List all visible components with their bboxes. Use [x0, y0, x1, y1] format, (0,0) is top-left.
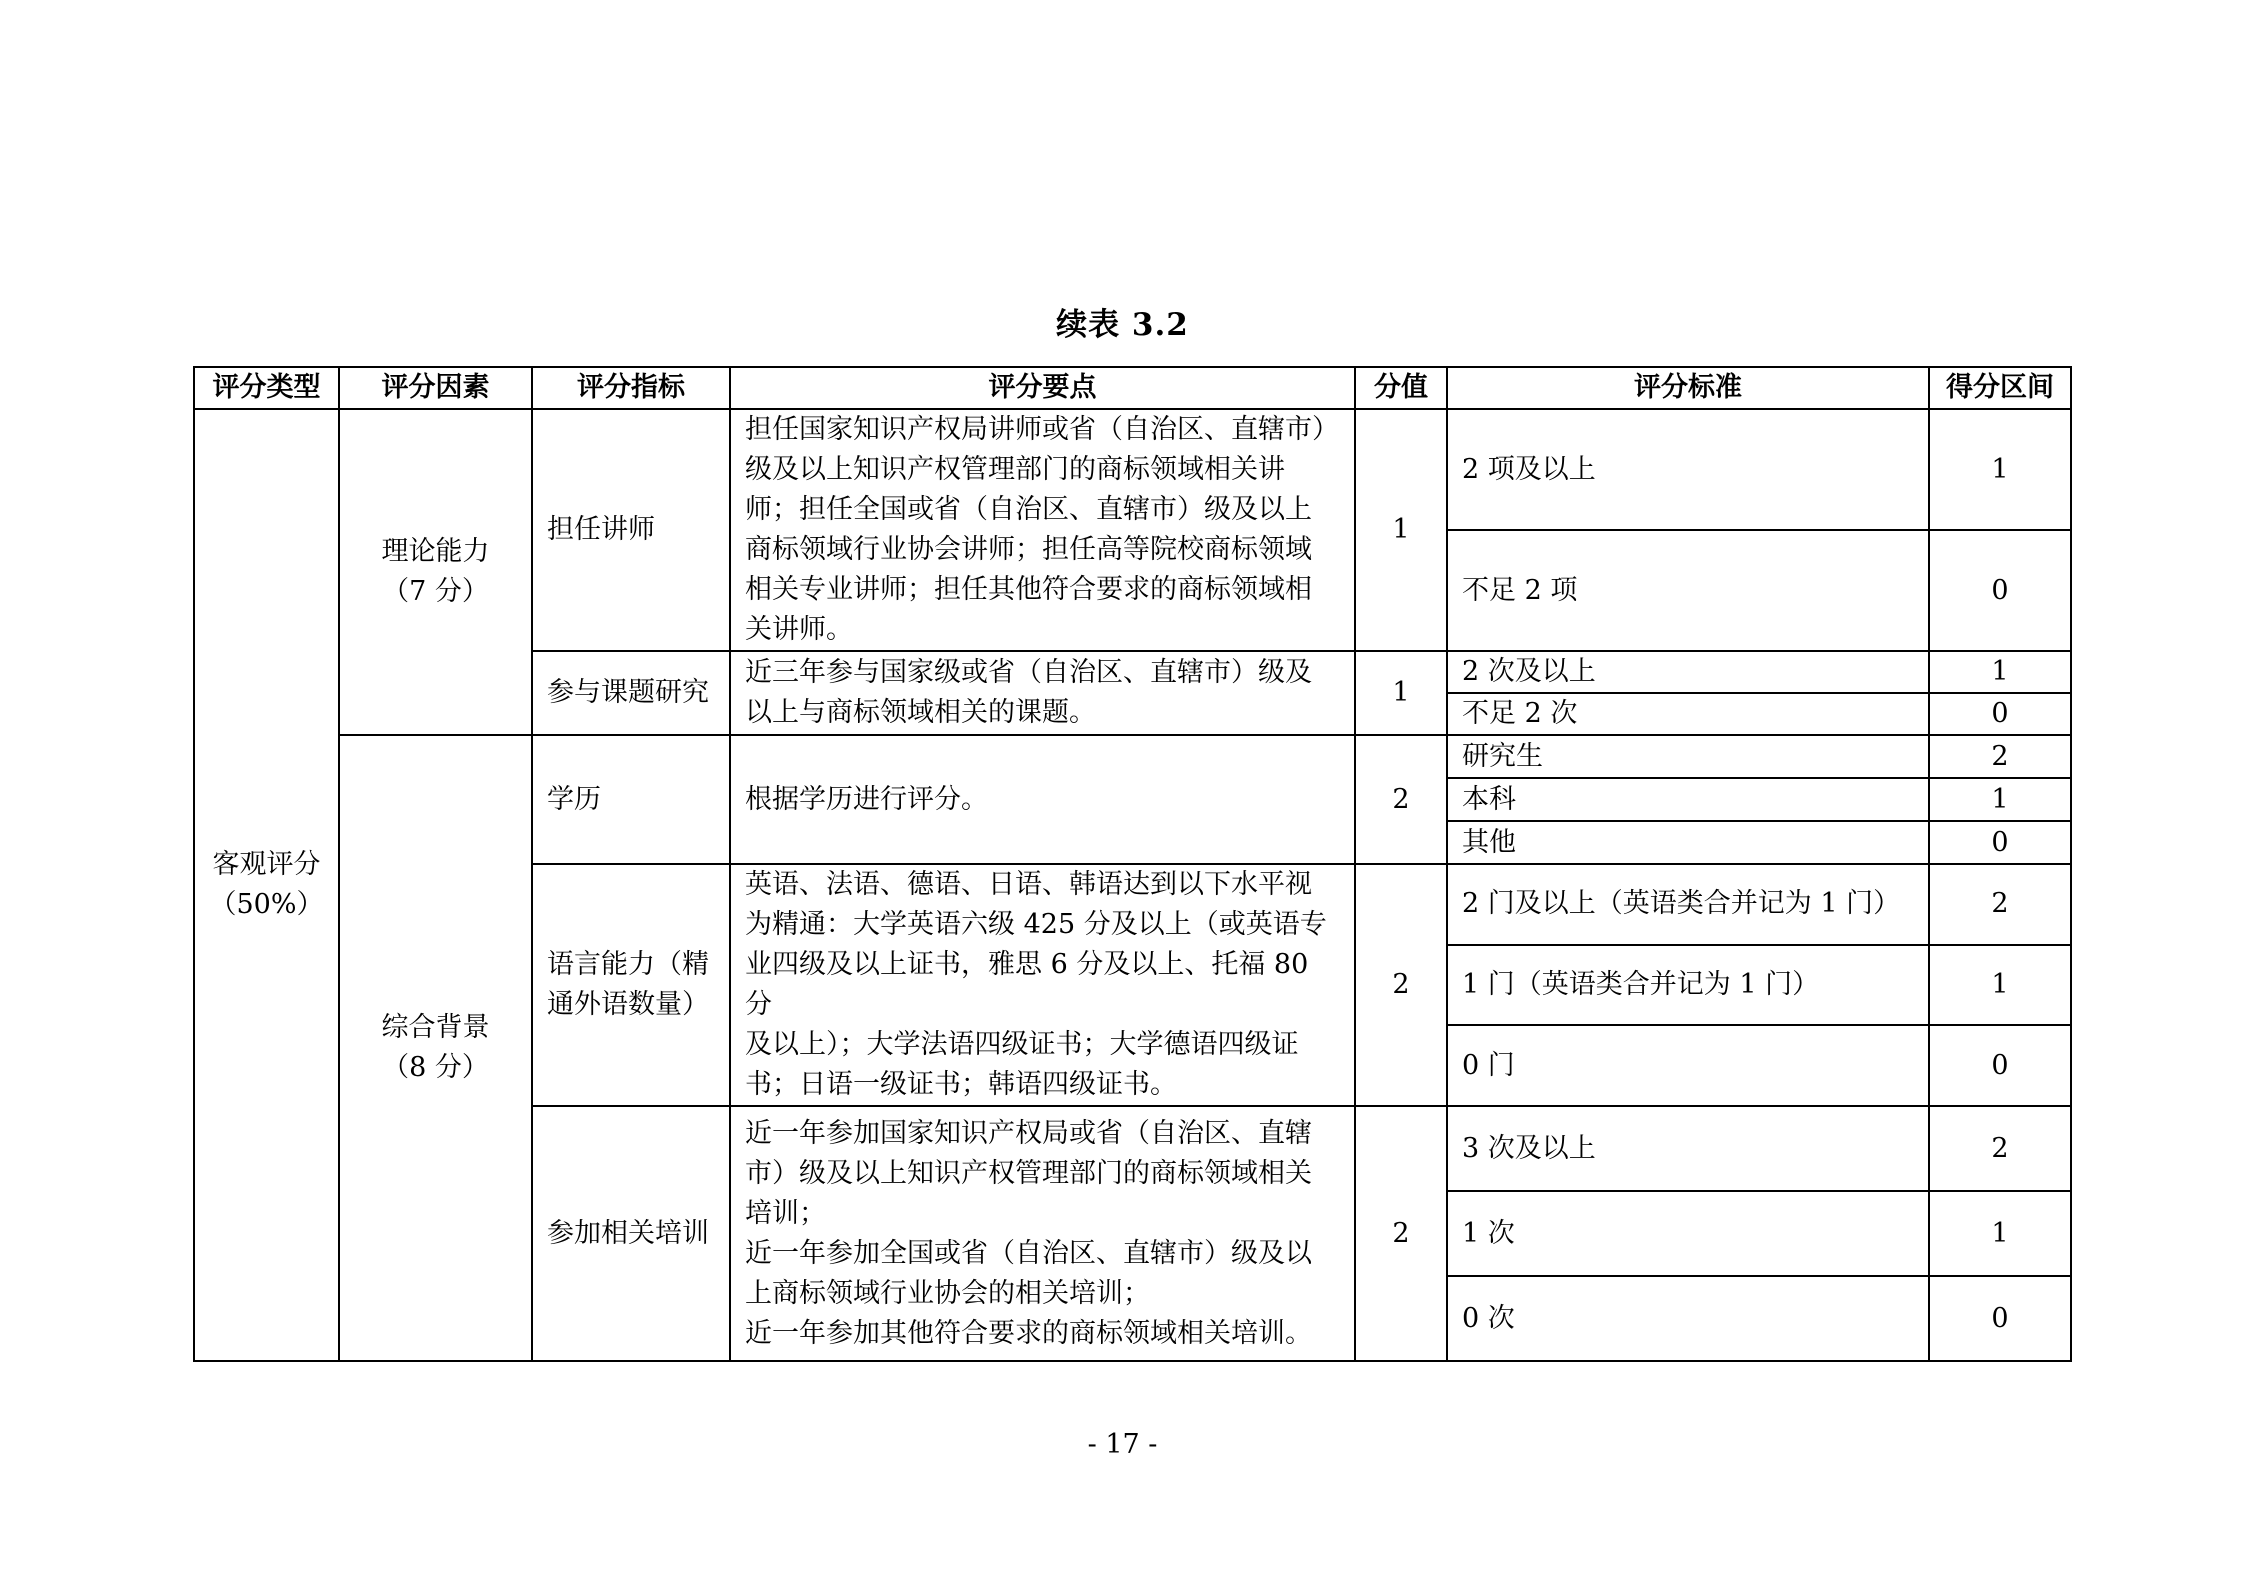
key-point-line: 书；日语一级证书；韩语四级证书。: [745, 1069, 1177, 1100]
score-cell: 1: [1355, 409, 1447, 651]
key-point-line: 业四级及以上证书，雅思 6 分及以上、托福 80 分: [745, 949, 1309, 1020]
factor-cell-theory: [339, 409, 532, 735]
table-row: [194, 409, 2071, 530]
factor-cell-background: [339, 735, 532, 1361]
indicator-cell-training: [532, 1106, 730, 1361]
key-point-line: 根据学历进行评分。: [745, 783, 988, 815]
key-point-line: 市）级及以上知识产权管理部门的商标领域相关: [745, 1157, 1312, 1189]
range-cell: 2: [1929, 735, 2071, 778]
range-cell: 0: [1929, 530, 2071, 651]
range-cell: 0: [1929, 1276, 2071, 1361]
key-points-cell-lecturer: [730, 409, 1355, 651]
standard-cell: 2 门及以上（英语类合并记为 1 门）: [1447, 864, 1929, 945]
factor-name: 综合背景: [381, 1012, 490, 1043]
indicator-name: 参加相关培训: [547, 1217, 709, 1249]
standard-cell: 0 门: [1447, 1025, 1929, 1106]
range-cell: 1: [1929, 1191, 2071, 1276]
table-title: 续表 3.2: [1056, 307, 1189, 343]
scoring-type-name: 客观评分: [212, 849, 321, 880]
key-point-line: 级及以上知识产权管理部门的商标领域相关讲: [745, 454, 1285, 485]
standard-cell: 1 次: [1447, 1191, 1929, 1276]
standard-cell: 本科: [1447, 778, 1929, 821]
header-cell-key-points: 评分要点: [730, 367, 1355, 409]
standard-cell: 研究生: [1447, 735, 1929, 778]
header-cell-factor: 评分因素: [339, 367, 532, 409]
key-points-cell-language: [730, 864, 1355, 1106]
standard-cell: 3 次及以上: [1447, 1106, 1929, 1191]
key-point-line: 以上与商标领域相关的课题。: [745, 697, 1096, 728]
header-cell-score: 分值: [1355, 367, 1447, 409]
standard-cell: 1 门（英语类合并记为 1 门）: [1447, 945, 1929, 1026]
score-cell: 2: [1355, 864, 1447, 1106]
key-point-line: 及以上）；大学法语四级证书；大学德语四级证: [745, 1029, 1299, 1060]
indicator-name: 语言能力（精: [547, 949, 709, 980]
scoring-type-weight: （50%）: [209, 889, 324, 920]
range-cell: 2: [1929, 864, 2071, 945]
range-cell: 0: [1929, 821, 2071, 864]
range-cell: 0: [1929, 1025, 2071, 1106]
key-point-line: 近三年参与国家级或省（自治区、直辖市）级及: [745, 657, 1312, 688]
key-point-line: 为精通：大学英语六级 425 分及以上（或英语专: [745, 909, 1327, 940]
key-point-line: 师；担任全国或省（自治区、直辖市）级及以上: [745, 494, 1312, 525]
standard-cell: 2 次及以上: [1447, 651, 1929, 693]
standard-cell: 2 项及以上: [1447, 409, 1929, 530]
factor-points: （8 分）: [382, 1052, 489, 1083]
key-point-line: 关讲师。: [745, 614, 853, 645]
indicator-name: 学历: [547, 783, 601, 815]
score-cell: 2: [1355, 1106, 1447, 1361]
indicator-name: 担任讲师: [547, 514, 655, 545]
factor-points: （7 分）: [382, 576, 489, 607]
key-points-cell-training: [730, 1106, 1355, 1361]
scoring-type-cell: [194, 409, 339, 1361]
score-cell: 1: [1355, 651, 1447, 735]
standard-cell: 不足 2 项: [1447, 530, 1929, 651]
key-points-cell-research: [730, 651, 1355, 735]
key-point-line: 商标领域行业协会讲师；担任高等院校商标领域: [745, 534, 1312, 565]
indicator-cell-education: [532, 735, 730, 864]
key-point-line: 相关专业讲师；担任其他符合要求的商标领域相: [745, 574, 1312, 605]
indicator-name: 参与课题研究: [547, 677, 709, 708]
range-cell: 0: [1929, 693, 2071, 735]
standard-cell: 不足 2 次: [1447, 693, 1929, 735]
key-point-line: 近一年参加全国或省（自治区、直辖市）级及以: [745, 1237, 1312, 1269]
range-cell: 1: [1929, 651, 2071, 693]
key-point-line: 英语、法语、德语、日语、韩语达到以下水平视: [745, 869, 1312, 900]
scoring-table: [193, 366, 2072, 1362]
range-cell: 2: [1929, 1106, 2071, 1191]
table-row: [194, 735, 2071, 778]
key-point-line: 培训；: [745, 1197, 826, 1229]
key-points-cell-education: [730, 735, 1355, 864]
indicator-name: 通外语数量）: [547, 989, 709, 1020]
indicator-cell-language: [532, 864, 730, 1106]
header-cell-type: 评分类型: [194, 367, 339, 409]
key-point-line: 担任国家知识产权局讲师或省（自治区、直辖市）: [745, 414, 1339, 445]
header-cell-indicator: 评分指标: [532, 367, 730, 409]
indicator-cell-research: [532, 651, 730, 735]
range-cell: 1: [1929, 778, 2071, 821]
page-number: - 17 -: [1087, 1429, 1158, 1460]
key-point-line: 上商标领域行业协会的相关培训；: [745, 1277, 1150, 1309]
key-point-line: 近一年参加国家知识产权局或省（自治区、直辖: [745, 1117, 1312, 1149]
header-cell-standard: 评分标准: [1447, 367, 1929, 409]
standard-cell: 其他: [1447, 821, 1929, 864]
header-row: [194, 367, 2071, 409]
score-cell: 2: [1355, 735, 1447, 864]
header-cell-range: 得分区间: [1929, 367, 2071, 409]
standard-cell: 0 次: [1447, 1276, 1929, 1361]
factor-name: 理论能力: [381, 536, 490, 567]
key-point-line: 近一年参加其他符合要求的商标领域相关培训。: [745, 1317, 1312, 1349]
indicator-cell-lecturer: [532, 409, 730, 651]
range-cell: 1: [1929, 409, 2071, 530]
range-cell: 1: [1929, 945, 2071, 1026]
